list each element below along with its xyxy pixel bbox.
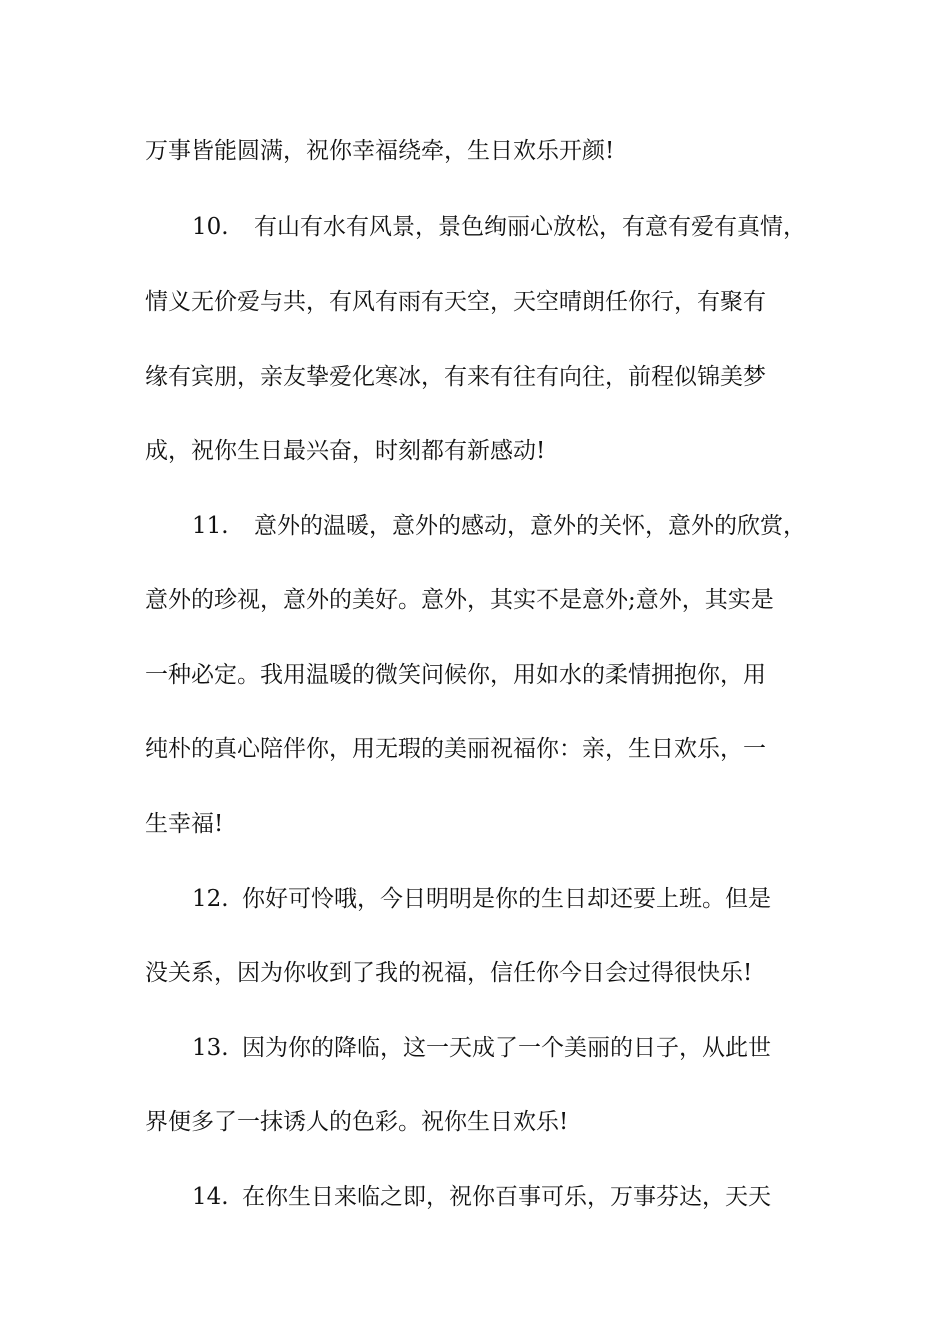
paragraph-10-text: 有山有水有风景，景色绚丽心放松，有意有爱有真情， (254, 214, 806, 240)
paragraph-14-line-1 (192, 1182, 771, 1212)
item-number-14: 14. (192, 1184, 229, 1210)
paragraph-11-line-2: 意外的珍视，意外的美好。意外，其实不是意外;意外，其实是 (145, 587, 774, 613)
paragraph-14-text: 在你生日来临之即，祝你百事可乐，万事芬达，天天 (242, 1184, 771, 1210)
item-number-10: 10. (192, 214, 229, 240)
paragraph-13-text: 因为你的降临，这一天成了一个美丽的日子，从此世 (242, 1035, 771, 1061)
item-number-11: 11. (192, 513, 229, 539)
paragraph-10-line-3: 缘有宾朋，亲友挚爱化寒冰，有来有往有向往，前程似锦美梦 (145, 364, 766, 390)
paragraph-11-text: 意外的温暖，意外的感动，意外的关怀，意外的欣赏， (254, 513, 806, 539)
paragraph-10-line-1 (192, 212, 806, 242)
paragraph-10-line-4: 成，祝你生日最兴奋，时刻都有新感动! (145, 438, 546, 464)
paragraph-12-line-2: 没关系，因为你收到了我的祝福，信任你今日会过得很快乐! (145, 960, 753, 986)
item-number-13: 13. (192, 1035, 229, 1061)
paragraph-9-line-5: 万事皆能圆满，祝你幸福绕牵，生日欢乐开颜! (145, 138, 615, 164)
paragraph-11-line-5: 生幸福! (145, 811, 224, 837)
paragraph-13-line-1 (192, 1033, 771, 1063)
paragraph-11-line-3: 一种必定。我用温暖的微笑问候你，用如水的柔情拥抱你，用 (145, 662, 766, 688)
paragraph-12-line-1 (192, 884, 771, 914)
paragraph-10-line-2: 情义无价爱与共，有风有雨有天空，天空晴朗任你行，有聚有 (145, 289, 766, 315)
paragraph-11-line-1 (192, 511, 806, 541)
paragraph-12-text: 你好可怜哦，今日明明是你的生日却还要上班。但是 (242, 886, 771, 912)
paragraph-13-line-2: 界便多了一抹诱人的色彩。祝你生日欢乐! (145, 1109, 569, 1135)
paragraph-11-line-4: 纯朴的真心陪伴你，用无瑕的美丽祝福你：亲，生日欢乐，一 (145, 736, 766, 762)
item-number-12: 12. (192, 886, 229, 912)
